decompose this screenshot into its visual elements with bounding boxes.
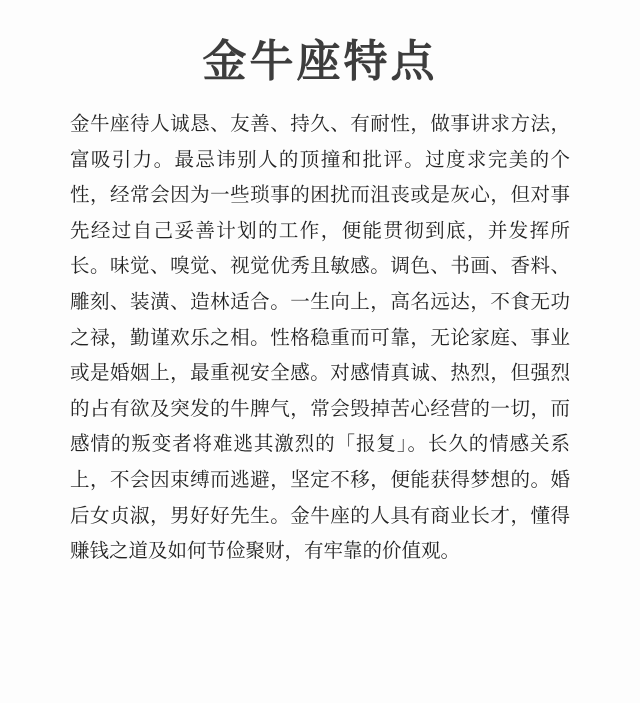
article-title: 金牛座特点 [202, 36, 438, 87]
article-paragraph: 金牛座待人诚恳、友善、持久、有耐性，做事讲求方法，富吸引力。最忌讳别人的顶撞和批评。过度求完美的个性，经常会因为一些琐事的困扰而沮丧或是灰心，但对事先经过自己妥善计划的工作，便能贯彻到底，并发挥所长。味觉、嗅觉、视觉优秀且敏感。调色、书画、香料、雕刻、装潢、造林适合。一生向上，高名远达，不食无功之禄，勤谨欢乐之相。性格稳重而可靠，无论家庭、事业或是婚姻上，最重视安全感。对感情真诚、热烈，但强烈的占有欲及突发的牛脾气，常会毁掉苦心经营的一切，而感情的叛变者将难逃其激烈的「报复」。长久的情感关系上，不会因束缚而逃避，坚定不移，便能获得梦想的。婚后女贞淑，男好好先生。金牛座的人具有商业长才，懂得赚钱之道及如何节俭聚财，有牢靠的价值观。 [70, 112, 570, 563]
